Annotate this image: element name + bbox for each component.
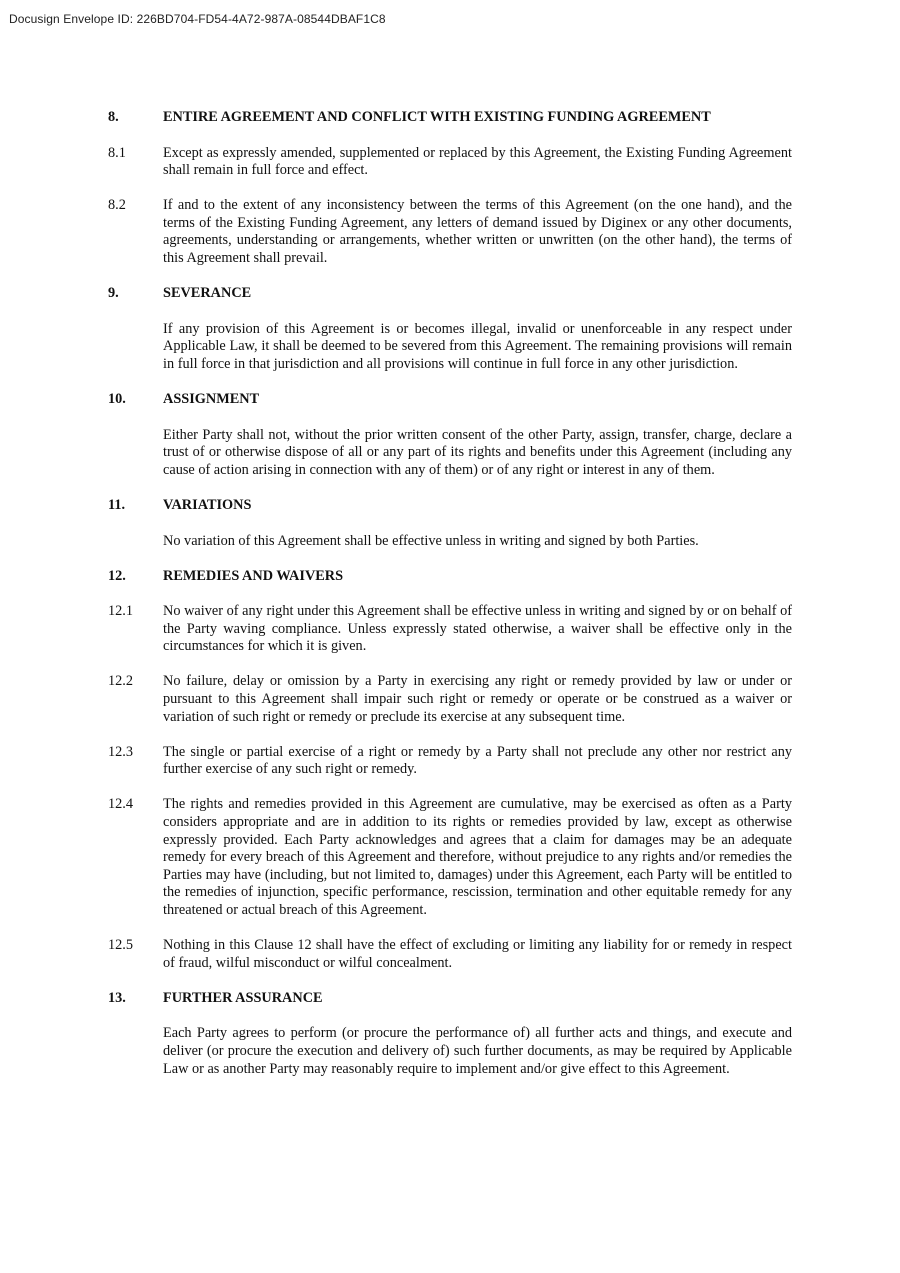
clause-number: 12.2 <box>108 673 134 690</box>
section-number: 9. <box>108 285 119 302</box>
clause-12-1 <box>108 603 792 656</box>
section-title: REMEDIES AND WAIVERS <box>163 567 344 584</box>
section-number: 10. <box>108 391 126 408</box>
clause-8-1 <box>108 145 792 180</box>
section-11-body: No variation of this Agreement shall be effective unless in writing and signed by both Parties. <box>163 532 699 549</box>
clause-text: Nothing in this Clause 12 shall have the effect of excluding or limiting any liability for or remedy in respect of fraud, wilful misconduct or wilful concealment. <box>163 937 792 971</box>
section-9-body: If any provision of this Agreement is or becomes illegal, invalid or unenforceable in any respect under Applicable Law, it shall be deemed to be severed from this Agreement. The remaining provisions will remain in full force in that jurisdiction and all provisions will continue in full force in any other jurisdiction. <box>163 320 792 372</box>
clause-number: 8.2 <box>108 197 126 214</box>
clause-8-2 <box>108 197 792 267</box>
section-title: ENTIRE AGREEMENT AND CONFLICT WITH EXISTING FUNDING AGREEMENT <box>163 109 711 125</box>
section-heading-13 <box>108 990 792 1008</box>
section-title: FURTHER ASSURANCE <box>163 989 323 1006</box>
clause-text: The single or partial exercise of a right or remedy by a Party shall not preclude any other nor restrict any further exercise of any such right or remedy. <box>163 743 792 778</box>
section-heading-12 <box>108 568 792 586</box>
section-heading-11 <box>108 497 792 515</box>
section-heading-10 <box>108 391 792 409</box>
clause-text: Except as expressly amended, supplemented or replaced by this Agreement, the Existing Funding Agreement shall remain in full force and effect. <box>163 144 792 179</box>
docusign-envelope-id: Docusign Envelope ID: 226BD704-FD54-4A72-987A-08544DBAF1C8 <box>9 12 386 26</box>
section-10-body: Either Party shall not, without the prior written consent of the other Party, assign, transfer, charge, declare a trust of or otherwise dispose of all or any part of its rights and benefits under this Agreement (including any cause of action arising in connection with any of them) or of any right or interest in any of them. <box>163 426 792 478</box>
section-title: ASSIGNMENT <box>163 391 260 408</box>
section-heading-9 <box>108 285 792 303</box>
clause-number: 12.1 <box>108 603 134 620</box>
clause-number: 12.4 <box>108 796 134 813</box>
clause-number: 8.1 <box>108 144 126 161</box>
clause-number: 12.5 <box>108 937 134 954</box>
section-title: VARIATIONS <box>163 496 252 513</box>
document-body <box>108 109 792 1096</box>
clause-12-2 <box>108 673 792 726</box>
clause-12-5 <box>108 937 792 972</box>
clause-text: If and to the extent of any inconsistency between the terms of this Agreement (on the one hand), and the terms of the Existing Funding Agreement, any letters of demand issued by Diginex or any other documents, agreements, understanding or arrangements, whether written or unwritten (on the other hand), the terms of this Agreement shall prevail. <box>163 197 792 267</box>
clause-12-4 <box>108 796 792 919</box>
section-13-body: Each Party agrees to perform (or procure the performance of) all further acts and things, and execute and deliver (or procure the execution and delivery of) such further documents, as may be required by Applicable Law or as another Party may reasonably require to implement and/or give effect to this Agreement. <box>163 1025 792 1077</box>
clause-12-3 <box>108 744 792 779</box>
section-title: SEVERANCE <box>163 285 252 302</box>
clause-text: The rights and remedies provided in this Agreement are cumulative, may be exercised as often as a Party considers appropriate and are in addition to its rights or remedies provided by law, except as otherwise expressly provided. Each Party acknowledges and agrees that a claim for damages may be an adequate remedy for every breach of this Agreement and therefore, without prejudice to any rights and/or remedies the Parties may have (including, but not limited to, damages) under this Agreement, each Party will be entitled to the remedies of injunction, specific performance, rescission, termination and other equitable remedy for any threatened or actual breach of this Agreement. <box>163 796 792 918</box>
clause-text: No failure, delay or omission by a Party in exercising any right or remedy provided by law or under or pursuant to this Agreement shall impair such right or remedy or operate or be construed as a waiver or variation of such right or remedy or preclude its exercise at any subsequent time. <box>163 673 792 725</box>
section-number: 12. <box>108 567 126 584</box>
section-number: 11. <box>108 496 126 513</box>
clause-text: No waiver of any right under this Agreement shall be effective unless in writing and signed by or on behalf of the Party waving compliance. Unless expressly stated otherwise, a waiver shall be effective only in the circumstances for which it is given. <box>163 603 792 655</box>
section-number: 8. <box>108 109 119 125</box>
clause-number: 12.3 <box>108 743 134 760</box>
section-number: 13. <box>108 989 126 1006</box>
section-heading-8 <box>108 109 792 127</box>
